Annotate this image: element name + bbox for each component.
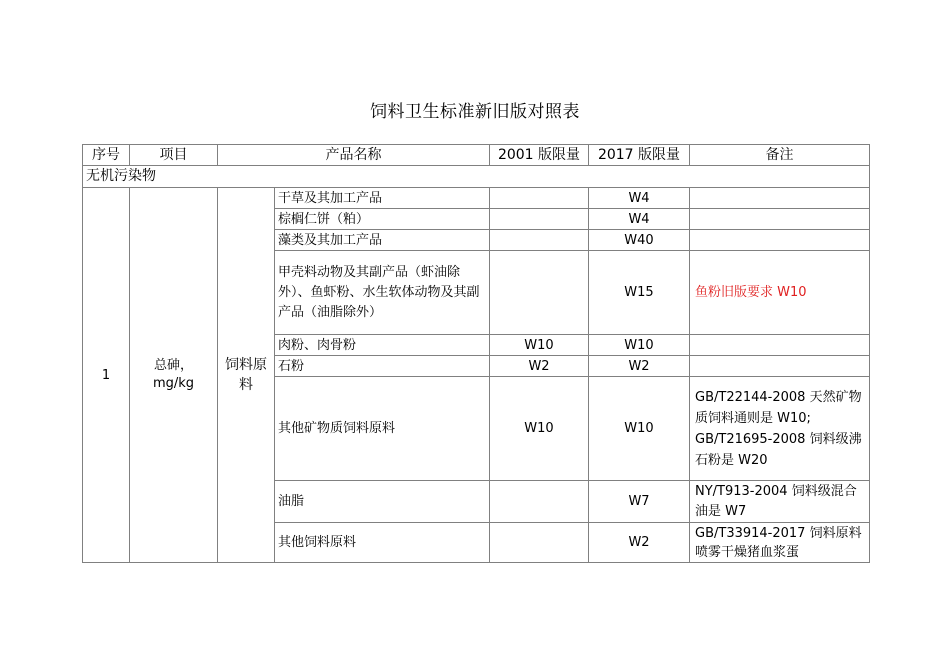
limit-2017-cell: W10 [589, 335, 690, 356]
header-seq: 序号 [83, 145, 130, 166]
limit-2017-cell: W2 [589, 523, 690, 563]
limit-2001-cell [490, 251, 589, 335]
remark-cell [690, 356, 870, 377]
header-product: 产品名称 [218, 145, 490, 166]
document-title: 饲料卫生标准新旧版对照表 [370, 102, 580, 122]
limit-2017-cell: W2 [589, 356, 690, 377]
limit-2001-cell: W2 [490, 356, 589, 377]
limit-2017-cell: W10 [589, 377, 690, 481]
header-limit-2017: 2017 版限量 [589, 145, 690, 166]
limit-2001-cell [490, 188, 589, 209]
product-cell: 甲壳料动物及其副产品（虾油除外）、鱼虾粉、水生软体动物及其副产品（油脂除外） [275, 251, 490, 335]
product-cell: 肉粉、肉骨粉 [275, 335, 490, 356]
header-remark: 备注 [690, 145, 870, 166]
item-cell: 总砷，mg/kg [130, 188, 218, 563]
product-cell: 其他矿物质饲料原料 [275, 377, 490, 481]
limit-2017-cell: W7 [589, 481, 690, 523]
limit-2001-cell [490, 230, 589, 251]
limit-2001-cell [490, 481, 589, 523]
remark-cell [690, 335, 870, 356]
remark-cell: 鱼粉旧版要求 W10 [690, 251, 870, 335]
product-cell: 其他饲料原料 [275, 523, 490, 563]
header-limit-2001: 2001 版限量 [490, 145, 589, 166]
limit-2017-cell: W4 [589, 188, 690, 209]
seq-cell: 1 [83, 188, 130, 563]
remark-cell: GB/T22144-2008 天然矿物质饲料通则是 W10; GB/T21695-2008 饲料级沸石粉是 W20 [690, 377, 870, 481]
product-cell: 石粉 [275, 356, 490, 377]
header-row [83, 145, 870, 166]
remark-cell: GB/T33914-2017 饲料原料喷雾干燥猪血浆蛋 [690, 523, 870, 563]
comparison-table [82, 144, 870, 563]
limit-2017-cell: W40 [589, 230, 690, 251]
remark-cell [690, 209, 870, 230]
limit-2017-cell: W15 [589, 251, 690, 335]
header-item: 项目 [130, 145, 218, 166]
limit-2001-cell [490, 523, 589, 563]
product-cell: 棕榈仁饼（粕） [275, 209, 490, 230]
limit-2001-cell: W10 [490, 377, 589, 481]
product-cell: 藻类及其加工产品 [275, 230, 490, 251]
product-cell: 油脂 [275, 481, 490, 523]
category-cell: 饲料原料 [218, 188, 275, 563]
section-row [83, 166, 870, 188]
table-row [83, 188, 870, 209]
remark-cell: NY/T913-2004 饲料级混合油是 W7 [690, 481, 870, 523]
limit-2001-cell [490, 209, 589, 230]
remark-cell [690, 188, 870, 209]
section-label: 无机污染物 [83, 166, 870, 188]
remark-cell [690, 230, 870, 251]
product-cell: 干草及其加工产品 [275, 188, 490, 209]
limit-2017-cell: W4 [589, 209, 690, 230]
limit-2001-cell: W10 [490, 335, 589, 356]
